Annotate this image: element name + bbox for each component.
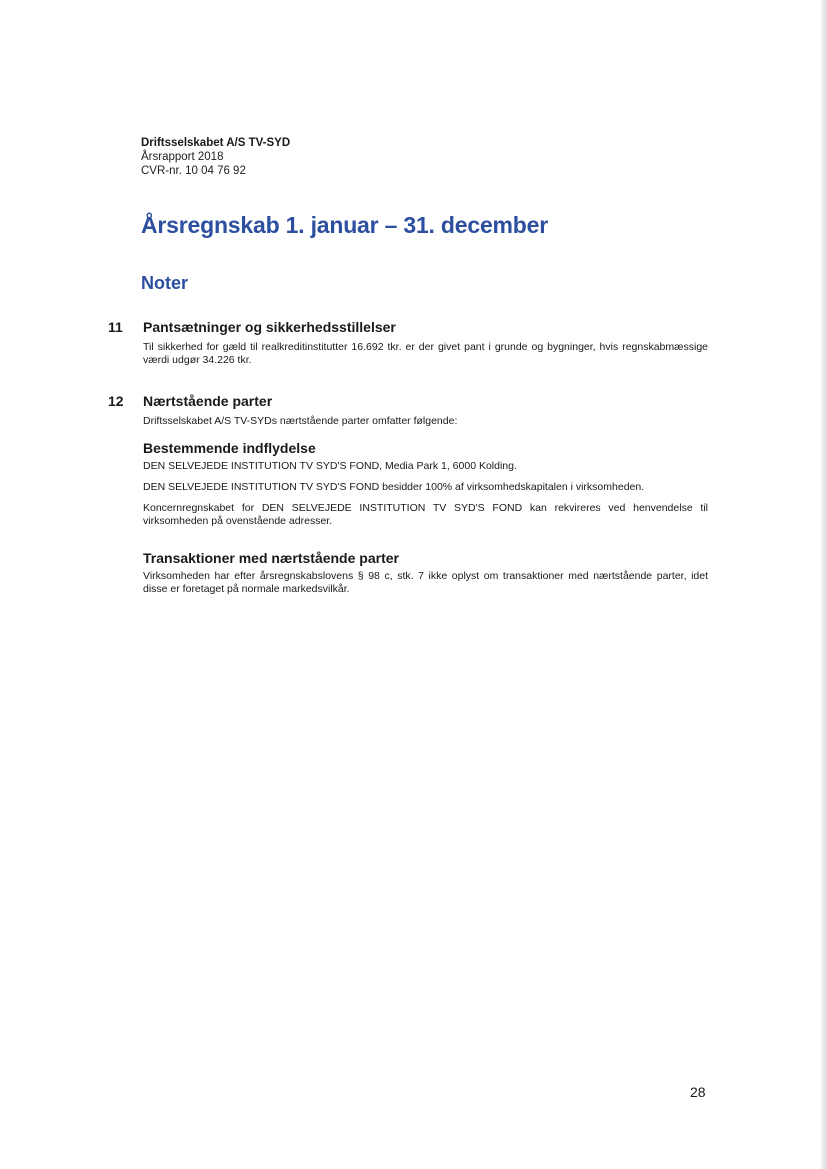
company-header (141, 136, 290, 178)
cvr-number: CVR-nr. 10 04 76 92 (141, 165, 246, 177)
company-name: Driftsselskabet A/S TV-SYD (141, 137, 291, 149)
report-year: Årsrapport 2018 (141, 151, 224, 163)
sub-heading-control: Bestemmende indflydelse (143, 440, 316, 456)
page-number: 28 (690, 1084, 706, 1100)
note-body (143, 393, 708, 596)
section-title: Noter (141, 273, 189, 293)
consolidated-accounts-paragraph: Koncernregnskabet for DEN SELVEJEDE INSTITUTION TV SYD'S FOND kan rekvireres ved henvendelse til virksomheden på ovenstående adresser. (143, 502, 708, 527)
note-intro: Driftsselskabet A/S TV-SYDs nærtstående parter omfatter følgende: (143, 415, 458, 427)
note-text: Til sikkerhed for gæld til realkreditinstitutter 16.692 tkr. er der givet pant i grunde og bygninger, hvis regnskabmæssige værdi udgør 34.226 tkr. (143, 341, 708, 366)
note-heading: Pantsætninger og sikkerhedsstillelser (143, 319, 396, 335)
page-title: Årsregnskab 1. januar – 31. december (141, 212, 549, 238)
note-12 (108, 393, 708, 596)
transactions-paragraph: Virksomheden har efter årsregnskabslovens § 98 c, stk. 7 ikke oplyst om transaktioner med nærtstående parter, idet disse er foretaget på normale markedsvilkår. (143, 570, 708, 595)
sub-heading-transactions: Transaktioner med nærtstående parter (143, 550, 399, 566)
note-body (143, 319, 708, 367)
page-edge-shadow (821, 0, 827, 1169)
ownership-paragraph: DEN SELVEJEDE INSTITUTION TV SYD'S FOND besidder 100% af virksomhedskapitalen i virksomheden. (143, 481, 645, 493)
note-number: 12 (108, 393, 124, 409)
note-number: 11 (108, 319, 123, 335)
controlling-party-address: DEN SELVEJEDE INSTITUTION TV SYD'S FOND, Media Park 1, 6000 Kolding. (143, 460, 517, 472)
note-11 (108, 319, 708, 367)
note-heading: Nærtstående parter (143, 393, 273, 409)
